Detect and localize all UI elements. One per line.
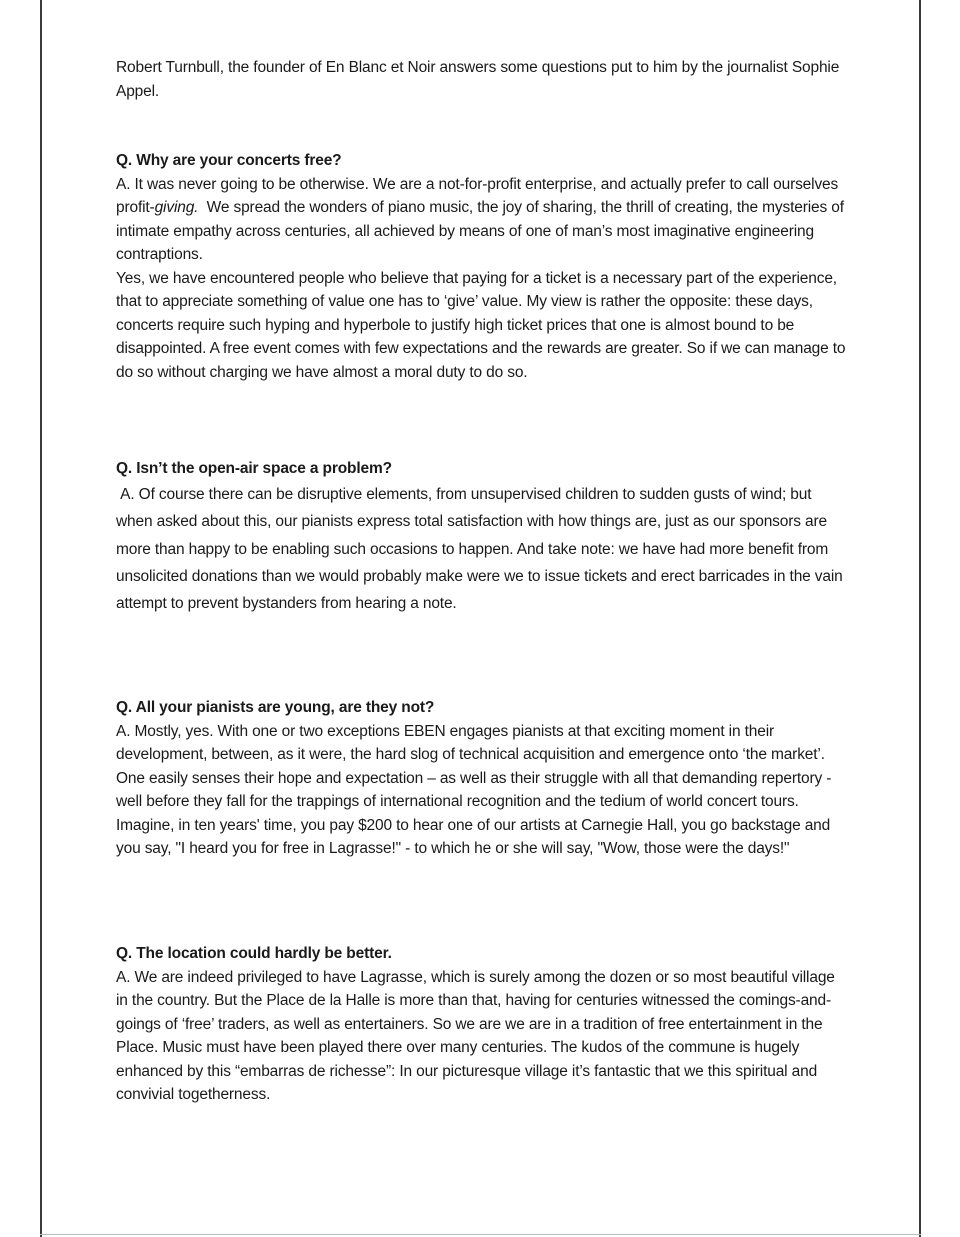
intro-paragraph: Robert Turnbull, the founder of En Blanc et Noir answers some questions put to him by the journalist Sophie Appel. bbox=[116, 59, 840, 100]
question-heading: Q. The location could hardly be better. bbox=[116, 945, 392, 962]
page-left-edge bbox=[40, 0, 42, 1237]
answer-text: A. We are indeed privileged to have Lagrasse, which is surely among the dozen or so most beautiful village in the country. But the Place de la Halle is more than that, having for centuries witnessed the comings-and-goings of ‘free’ traders, as well as entertainers. So we are we are in a tradition of free entertainment in the Place. Music must have been played there over many centuries. The kudos of the commune is hugely enhanced by this “embarras de richesse”: In our picturesque village it’s fantastic that we this spiritual and convivial togetherness. bbox=[116, 968, 835, 1103]
answer-text-part: We spread the wonders of piano music, the joy of sharing, the thrill of creating, the mysteries of intimate empathy across centuries, all achieved by means of one of man’s most imaginative engineering contraptions. bbox=[116, 199, 849, 263]
question-heading: Q. All your pianists are young, are they not? bbox=[116, 699, 435, 716]
answer-text-part: A. It was never going to be otherwise. We are a not-for-profit enterprise, and actually prefer to call ourselves profit- bbox=[116, 175, 839, 216]
question-heading: Q. Isn’t the open-air space a problem? bbox=[116, 460, 392, 477]
answer-paragraph: Yes, we have encountered people who believe that paying for a ticket is a necessary part of the experience, that to appreciate something of value one has to ‘give’ value. My view is rather the opposite: these days, concerts require such hyping and hyperbole to justify high ticket prices that one is almost bound to be disappointed. A free event comes with few expectations and the rewards are greater. So if we can manage to do so without charging we have almost a moral duty to do so. bbox=[116, 269, 846, 381]
qa-section-open-air bbox=[116, 457, 846, 617]
qa-section-free-concerts bbox=[116, 149, 849, 384]
qa-section-young-pianists bbox=[116, 696, 846, 861]
answer-paragraph bbox=[116, 173, 849, 267]
qa-section-location bbox=[116, 942, 846, 1107]
page-right-edge bbox=[919, 0, 921, 1237]
answer-text: A. Mostly, yes. With one or two exceptions EBEN engages pianists at that exciting moment in their development, between, as it were, the hard slog of technical acquisition and emergence onto ‘the market’. One easily senses their hope and expectation – as well as their struggle with all that demanding repertory - well before they fall for the trappings of international recognition and the tedium of world concert tours. Imagine, in ten years' time, you pay $200 to hear one of our artists at Carnegie Hall, you go backstage and you say, "I heard you for free in Lagrasse!" - to which he or she will say, "Wow, those were the days!" bbox=[116, 722, 832, 857]
page-bottom-edge bbox=[40, 1234, 921, 1235]
question-heading: Q. Why are your concerts free? bbox=[116, 152, 342, 169]
answer-text bbox=[116, 173, 849, 385]
answer-text: A. Of course there can be disruptive elements, from unsupervised children to sudden gusts of wind; but when asked about this, our pianists express total satisfaction with how things are, just as our sponsors are more than happy to be enabling such occasions to happen. And take note: we have had more benefit from unsolicited donations than we would probably make were we to issue tickets and erect barricades in the vain attempt to prevent bystanders from hearing a note. bbox=[116, 486, 847, 613]
emphasis-text: giving. bbox=[154, 199, 199, 216]
